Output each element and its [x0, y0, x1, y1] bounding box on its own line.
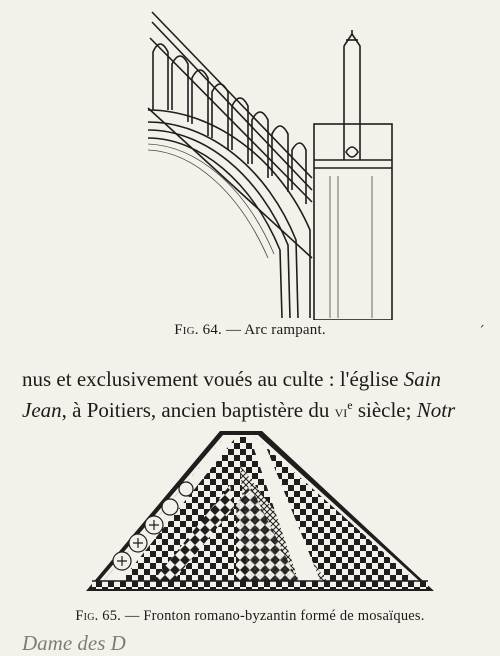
figure-64-caption: [0, 322, 500, 339]
margin-mark: ´: [478, 324, 485, 340]
paragraph-line-2-century: vi: [334, 402, 348, 421]
paragraph-line-1: [22, 366, 500, 392]
paragraph-line-2-text-2: siècle;: [352, 398, 417, 422]
paragraph-line-2-superscript: e: [347, 398, 353, 412]
figure-65-title: — Fronton romano-byzantin formé de mosaïques.: [124, 608, 425, 624]
paragraph-line-2-italic-notr: Notr: [416, 398, 456, 422]
figure-64-arc-rampant: [0, 0, 500, 320]
paragraph-line-2-text: , à Poitiers, ancien baptistère du: [61, 398, 335, 422]
paragraph-line-1-text: nus et exclusivement voués au culte : l'église: [22, 367, 404, 391]
paragraph-line-2: [22, 392, 500, 425]
figure-64-label: Fig. 64.: [174, 322, 222, 338]
paragraph-line-1-italic: Sain: [403, 367, 442, 391]
figure-65-caption: [0, 608, 500, 625]
paragraph-line-2-italic-jean: Jean: [22, 398, 62, 422]
figure-65-fronton-mosaic: [0, 425, 500, 605]
figure-64-title: — Arc rampant.: [225, 322, 326, 338]
paragraph-continuation: Dame des D: [22, 631, 126, 655]
figure-65-label: Fig. 65.: [75, 608, 121, 624]
